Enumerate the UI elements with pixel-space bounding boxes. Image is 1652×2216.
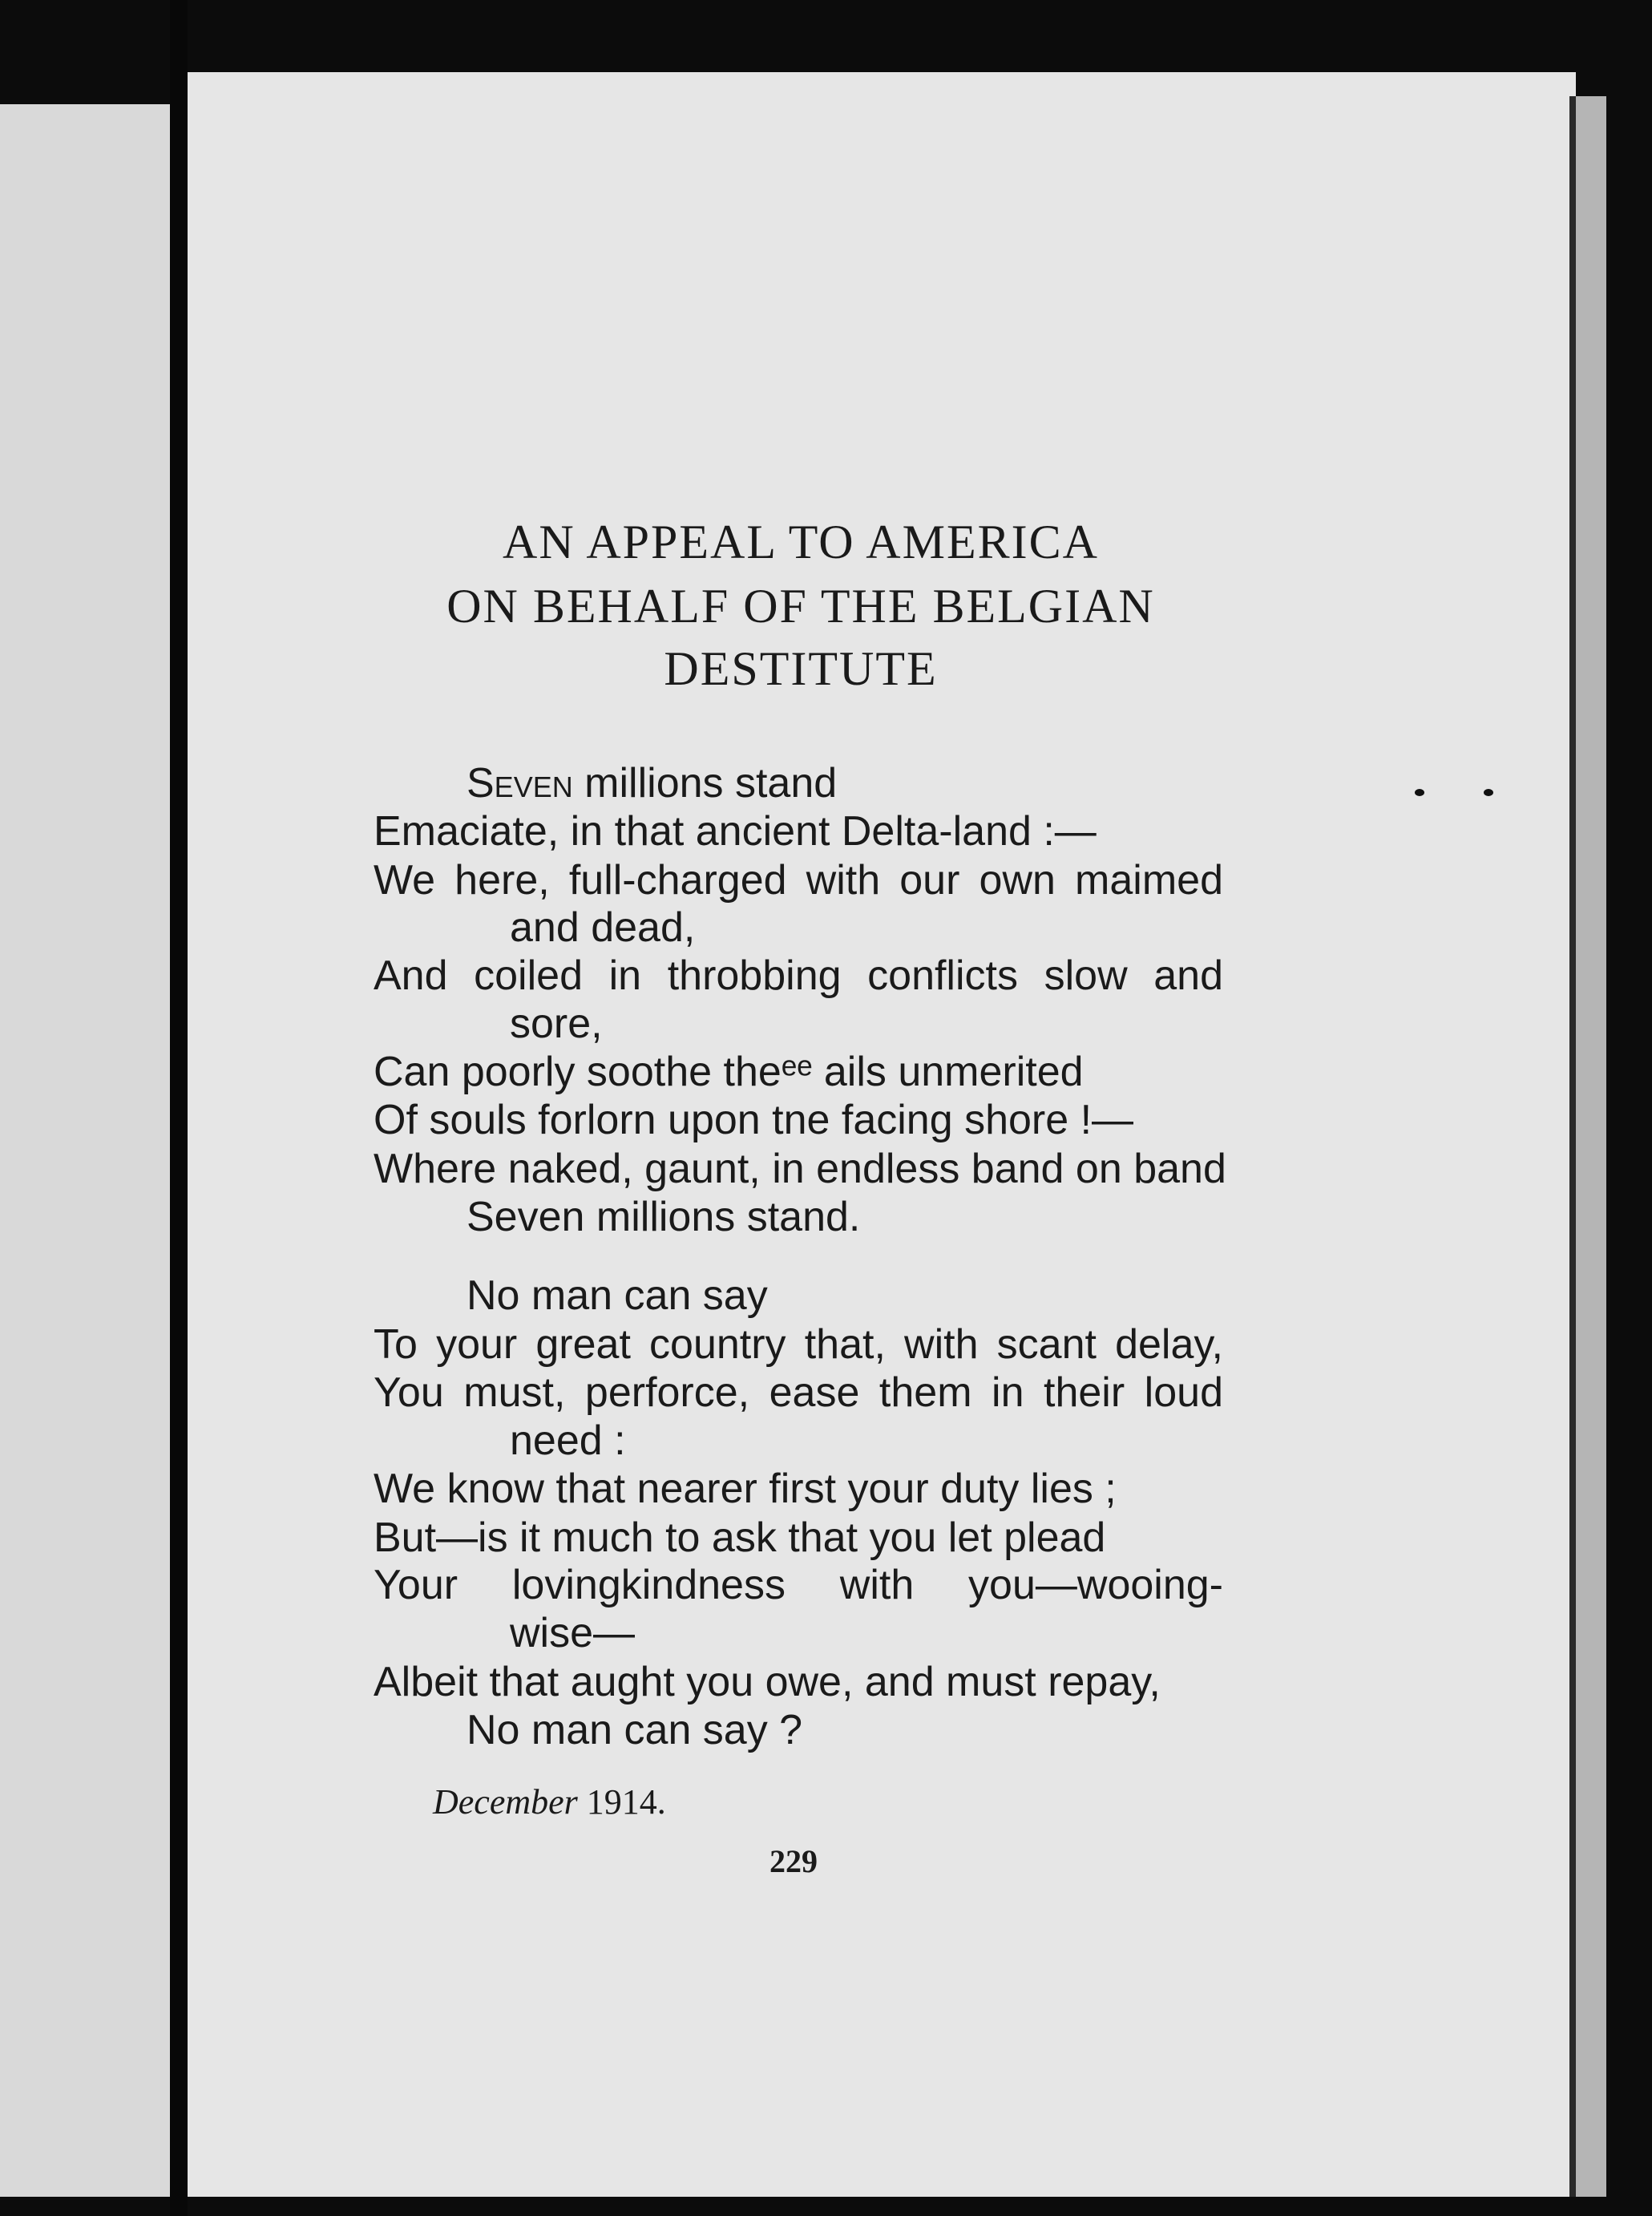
stanza-1-line-5: And coiled in throbbing conflicts slow and (374, 952, 1223, 999)
small-caps-opening-word: Seven (467, 760, 573, 807)
stanza-2-line-10: No man can say ? (467, 1707, 803, 1753)
stanza-2-line-5: We know that nearer first your duty lies ; (374, 1466, 1117, 1512)
stanza-2-line-1: No man can say (467, 1272, 768, 1319)
stanza-1-line-7: Can poorly soothe theᵉᵉ ails unmerited (374, 1049, 1084, 1095)
ink-speck (1484, 789, 1493, 796)
poem-title-line-1: AN APPEAL TO AMERICA (502, 516, 1099, 568)
stanza-1-line-10: Seven millions stand. (467, 1194, 861, 1240)
stanza-1-line-6: sore, (510, 1001, 603, 1047)
stanza-2-line-8: wise— (510, 1610, 636, 1656)
ink-speck (1415, 789, 1424, 796)
page-number: 229 (769, 1843, 818, 1879)
poem-date (433, 1781, 666, 1822)
stanza-2-line-4: need : (510, 1417, 626, 1464)
stanza-1-line-9: Where naked, gaunt, in endless band on band (374, 1146, 1226, 1192)
stanza-2-line-3: You must, perforce, ease them in their loud (374, 1369, 1223, 1416)
stanza-1-line-3: We here, full-charged with our own maimed (374, 857, 1223, 904)
book-spine (170, 0, 188, 2216)
left-page-margin (0, 104, 170, 2197)
poem-title-line-2: ON BEHALF OF THE BELGIAN (446, 580, 1155, 633)
poem-title-line-3: DESTITUTE (664, 642, 938, 695)
page-edge-shadow (1569, 96, 1576, 2197)
stanza-1-line-2: Emaciate, in that ancient Delta-land :— (374, 808, 1097, 855)
stanza-2-line-2: To your great country that, with scant delay, (374, 1321, 1223, 1368)
stanza-1-line-8: Of souls forlorn upon tne facing shore !— (374, 1097, 1134, 1143)
stanza-1-line-1-rest: millions stand (572, 760, 838, 807)
page-edge (1576, 96, 1606, 2197)
stanza-2-line-6: But—is it much to ask that you let plead (374, 1514, 1106, 1561)
stanza-1-line-4: and dead, (510, 904, 696, 951)
date-month: December (433, 1782, 578, 1822)
stanza-2-line-7: Your lovingkindness with you—wooing- (374, 1562, 1223, 1608)
date-year: 1914. (586, 1782, 666, 1822)
stanza-2-line-9: Albeit that aught you owe, and must repay, (374, 1659, 1161, 1705)
stanza-1-line-1 (467, 759, 837, 807)
